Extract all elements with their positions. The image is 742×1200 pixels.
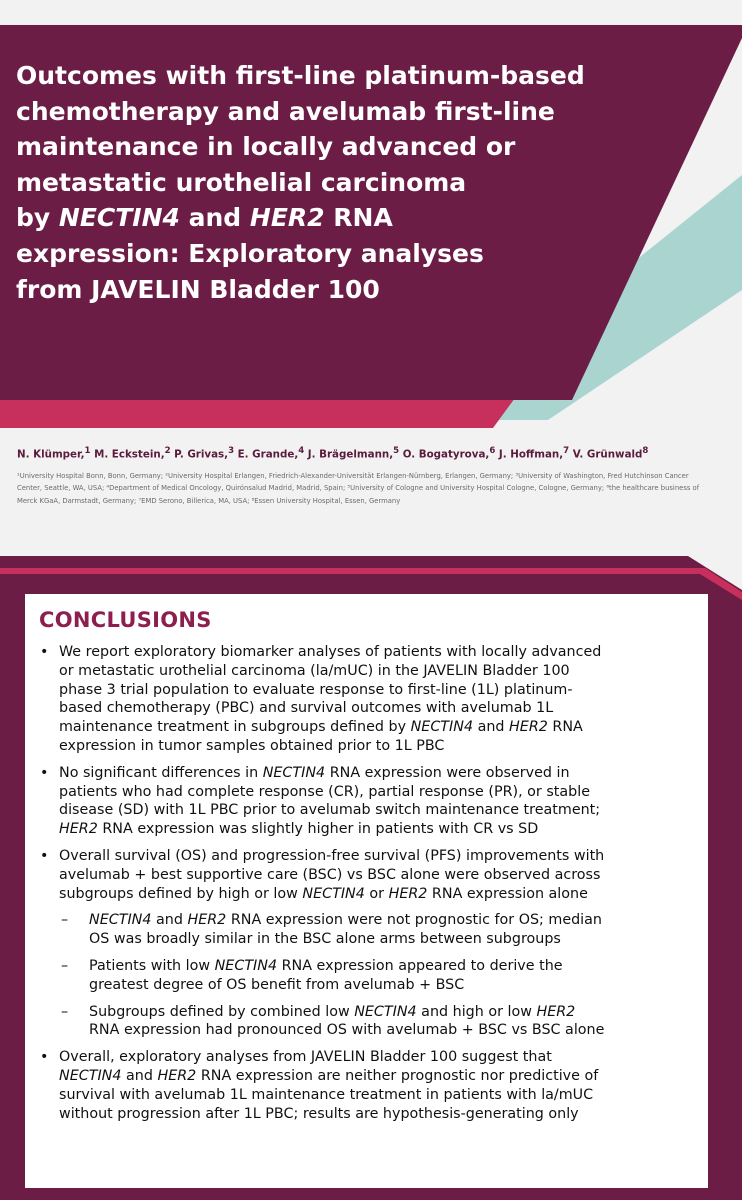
title-segment: expression: Exploratory analyses (16, 238, 484, 268)
author-affiliation-number: 5 (393, 446, 400, 456)
line-segment: NECTIN4 (410, 719, 474, 736)
conclusion-sub-item (37, 1003, 702, 1041)
dash-marker: – (61, 1003, 69, 1020)
line-segment: RNA expression were observed in (325, 764, 570, 781)
author-affiliation-number: 1 (84, 446, 91, 456)
line-segment: HER2 (536, 1003, 576, 1020)
conclusion-line (59, 699, 702, 718)
conclusions-heading: CONCLUSIONS (39, 608, 212, 632)
conclusions-panel (25, 594, 708, 1188)
line-segment: and high or low (416, 1003, 537, 1020)
author-name: E. Grande, (234, 448, 299, 461)
dash-marker: – (61, 912, 69, 929)
line-segment: RNA expression were not prognostic for OS; median (226, 912, 602, 929)
title-segment: from JAVELIN Bladder 100 (16, 274, 380, 304)
line-segment: disease (SD) with 1L PBC prior to avelumab switch maintenance treatment; (59, 802, 601, 819)
author-affiliation-number: 7 (563, 446, 570, 456)
title-segment: and (179, 203, 250, 233)
line-segment: patients who had complete response (CR), partial response (PR), or stable (59, 783, 591, 800)
conclusion-line (59, 847, 702, 866)
line-segment: expression in tumor samples obtained prior to 1L PBC (59, 737, 445, 754)
author-affiliation-number: 2 (164, 446, 171, 456)
conclusion-line (59, 718, 702, 737)
author-affiliation-number: 4 (298, 446, 305, 456)
line-segment: RNA expression was slightly higher in patients with CR vs SD (97, 821, 539, 838)
author-affiliation-number: 3 (228, 446, 235, 456)
line-segment: greatest degree of OS benefit from avelumab + BSC (89, 976, 465, 993)
dash-marker: – (61, 957, 69, 974)
conclusion-line (59, 783, 702, 802)
conclusion-line (59, 1048, 702, 1067)
conclusion-line (59, 1105, 702, 1124)
conclusion-sub-item (37, 911, 702, 949)
title-segment: maintenance in locally advanced or (16, 132, 516, 162)
line-segment: subgroups defined by high or low (59, 885, 303, 902)
conclusion-line (89, 1003, 702, 1022)
conclusion-sub-item (37, 957, 702, 995)
affiliations: ¹University Hospital Bonn, Bonn, Germany; ²University Hospital Erlangen, Friedrich-Alexander-Universität Erlangen-Nürnberg, Erlangen, Germany; ³University of Washington, Fred Hutchinson Cancer Center, Seattle, WA, USA; ⁴Department of Medical Oncology, Quirónsalud Madrid, Madrid, Spain; ⁵University of Cologne and University Hospital Cologne, Cologne, Germany; ⁶the healthcare business of Merck KGaA, Darmstadt, Germany; ⁷EMD Serono, Billerica, MA, USA; ⁸Essen University Hospital, Essen, Germany (17, 472, 700, 505)
line-segment: We report exploratory biomarker analyses of patients with locally advanced (59, 644, 602, 660)
line-segment: NECTIN4 (262, 764, 326, 781)
line-segment: NECTIN4 (354, 1003, 417, 1020)
author-name: M. Eckstein, (90, 448, 165, 461)
line-segment: Patients with low (89, 957, 215, 974)
author-name: J. Hoffman, (495, 448, 564, 461)
author-list (17, 446, 737, 460)
line-segment: RNA expression had pronounced OS with avelumab + BSC vs BSC alone (89, 1022, 605, 1039)
conclusion-line (89, 976, 702, 995)
conclusion-line (59, 820, 702, 839)
line-segment: NECTIN4 (59, 1067, 122, 1084)
line-segment: HER2 (509, 719, 548, 736)
line-segment: and (151, 912, 188, 929)
line-segment: NECTIN4 (302, 885, 365, 902)
author-name: N. Klümper, (17, 448, 85, 461)
bullet-marker: • (40, 764, 49, 781)
line-segment: Subgroups defined by combined low (89, 1003, 355, 1020)
title-segment: RNA (324, 203, 393, 233)
conclusion-line (59, 1067, 702, 1086)
line-segment: RNA expression alone (427, 885, 588, 902)
line-segment: RNA expression are neither prognostic nor predictive of (196, 1067, 599, 1084)
conclusion-line (59, 643, 702, 662)
conclusion-line (59, 885, 702, 904)
author-name: V. Grünwald (569, 448, 643, 461)
line-segment: and (473, 719, 510, 736)
conclusion-line (59, 866, 702, 885)
conclusion-line (59, 662, 702, 681)
line-segment: based chemotherapy (PBC) and survival outcomes with avelumab 1L (59, 700, 554, 717)
author-name: P. Grivas, (170, 448, 229, 461)
conclusion-line (59, 681, 702, 700)
line-segment: avelumab + best supportive care (BSC) vs BSC alone were observed across (59, 866, 601, 883)
title-segment: NECTIN4 (58, 203, 180, 233)
conclusion-line (59, 764, 702, 783)
conclusion-line (59, 1086, 702, 1105)
line-segment: HER2 (187, 912, 227, 929)
poster-title (16, 58, 656, 307)
line-segment: RNA expression appeared to derive the (277, 957, 563, 974)
line-segment: and (121, 1067, 158, 1084)
title-segment: HER2 (249, 203, 325, 233)
line-segment: or metastatic urothelial carcinoma (la/mUC) in the JAVELIN Bladder 100 (59, 662, 570, 679)
conclusion-line (59, 801, 702, 820)
title-segment: by (16, 203, 59, 233)
conclusion-item (37, 847, 702, 903)
author-name: O. Bogatyrova, (399, 448, 490, 461)
line-segment: NECTIN4 (89, 912, 152, 929)
conclusion-line (89, 911, 702, 930)
line-segment: No significant differences in (59, 764, 263, 781)
conclusion-line (89, 1021, 702, 1040)
title-segment: Outcomes with first-line platinum-based (16, 61, 585, 90)
line-segment: Overall survival (OS) and progression-free survival (PFS) improvements with (59, 847, 605, 864)
line-segment: Overall, exploratory analyses from JAVELIN Bladder 100 suggest that (59, 1049, 552, 1066)
line-segment: without progression after 1L PBC; results are hypothesis-generating only (59, 1105, 579, 1122)
line-segment: or (364, 885, 389, 902)
author-name: J. Brägelmann, (304, 448, 394, 461)
conclusion-item (37, 643, 702, 756)
bullet-marker: • (40, 847, 49, 864)
line-segment: maintenance treatment in subgroups defined by (59, 719, 411, 736)
bullet-marker: • (40, 644, 49, 660)
line-segment: phase 3 trial population to evaluate response to first-line (1L) platinum- (59, 681, 573, 698)
line-segment: HER2 (388, 885, 428, 902)
line-segment: survival with avelumab 1L maintenance treatment in patients with la/mUC (59, 1086, 594, 1103)
line-segment: NECTIN4 (214, 957, 278, 974)
line-segment: OS was broadly similar in the BSC alone arms between subgroups (89, 931, 561, 948)
author-affiliation-number: 8 (642, 446, 649, 456)
title-segment: chemotherapy and avelumab first-line (16, 96, 555, 126)
conclusion-line (59, 737, 702, 756)
line-segment: HER2 (157, 1067, 197, 1084)
author-affiliation-number: 6 (489, 446, 496, 456)
line-segment: HER2 (59, 821, 98, 838)
conclusion-item (37, 764, 702, 839)
line-segment: RNA (547, 719, 583, 736)
bullet-marker: • (40, 1049, 49, 1066)
conclusions-list (37, 643, 702, 1131)
conclusion-item (37, 1048, 702, 1123)
title-segment: metastatic urothelial carcinoma (16, 167, 467, 197)
conclusion-line (89, 930, 702, 949)
conclusion-line (89, 957, 702, 976)
